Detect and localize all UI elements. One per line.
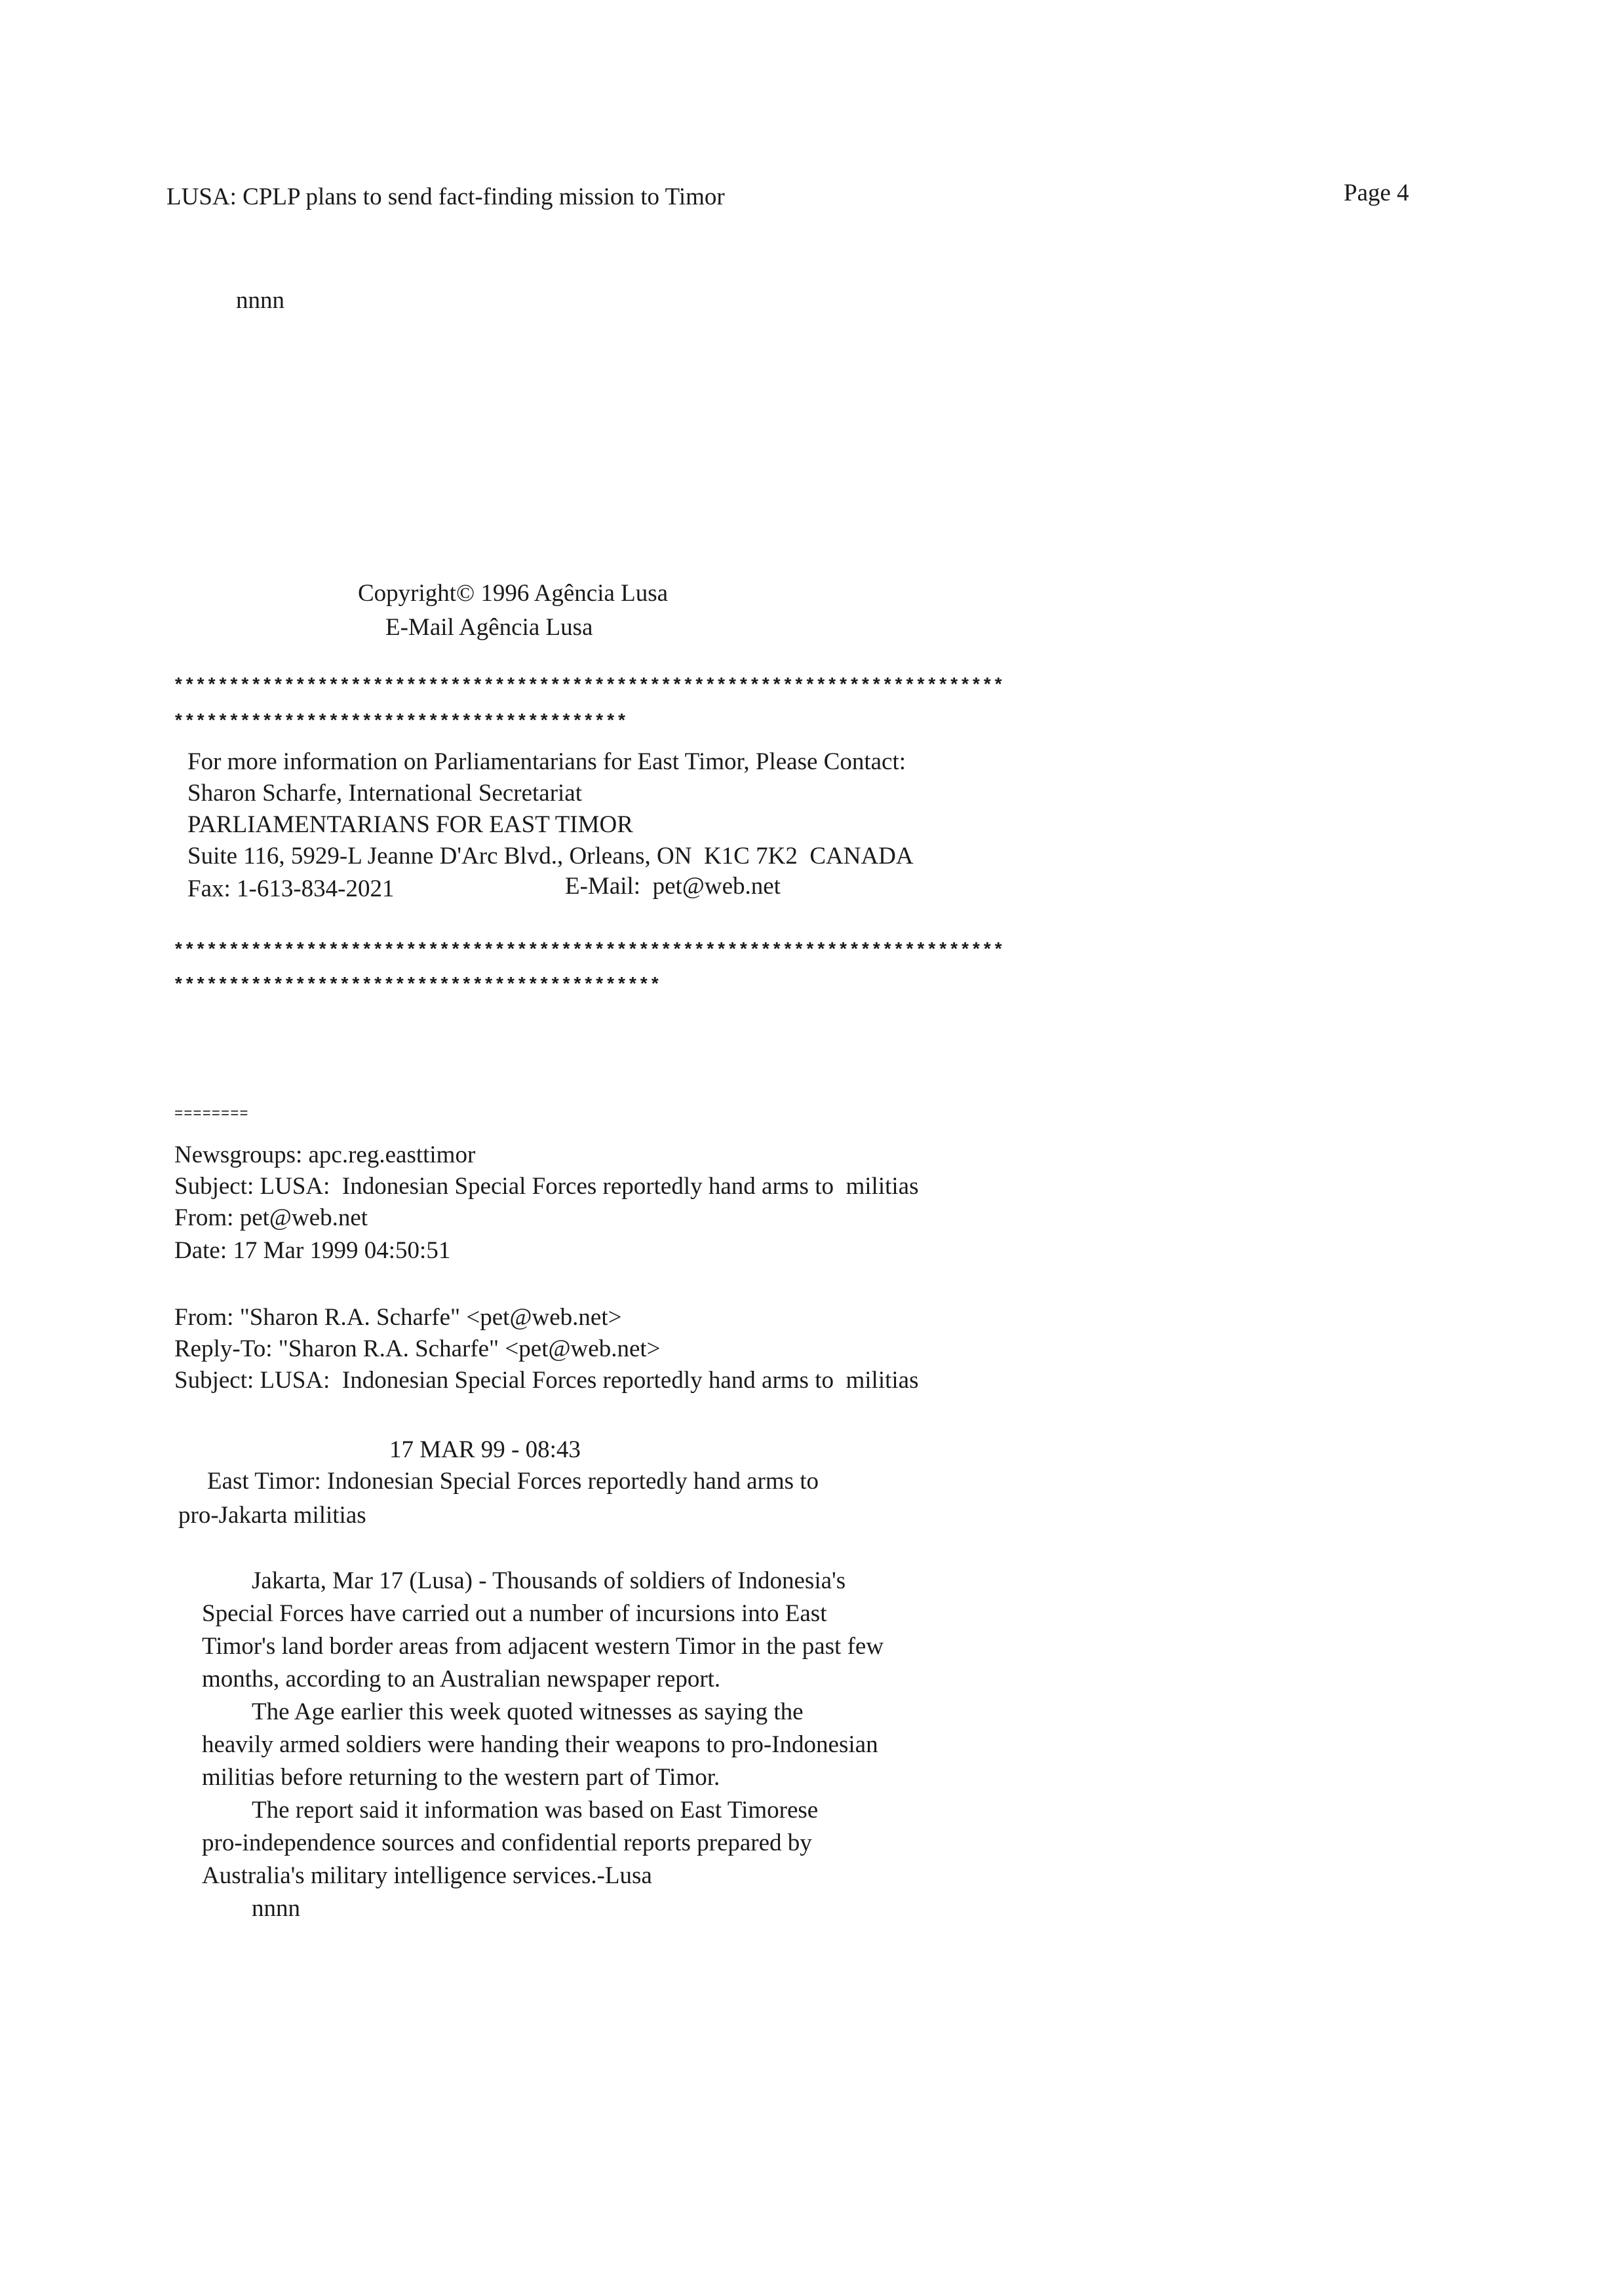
header-date: Date: 17 Mar 1999 04:50:51 [174, 1237, 451, 1264]
contact-email: E-Mail: pet@web.net [565, 873, 781, 900]
article-paragraph-line: militias before returning to the western part of Timor. [202, 1764, 720, 1791]
header-newsgroups: Newsgroups: apc.reg.easttimor [174, 1141, 476, 1168]
message-subject: Subject: LUSA: Indonesian Special Forces reportedly hand arms to militias [174, 1367, 919, 1394]
article-paragraph-line: Special Forces have carried out a number of incursions into East [202, 1600, 827, 1627]
separator-stars: ******************************************** [173, 976, 661, 996]
separator-stars: ***************************************** [173, 712, 628, 733]
article-paragraph-line: pro-independence sources and confidential reports prepared by [202, 1829, 812, 1856]
end-marker-bottom: nnnn [252, 1895, 300, 1922]
article-dateline: 17 MAR 99 - 08:43 [389, 1436, 581, 1463]
message-separator: ======== [174, 1106, 249, 1122]
article-paragraph-line: The report said it information was based on East Timorese [252, 1797, 819, 1824]
contact-fax: Fax: 1-613-834-2021 [187, 875, 395, 902]
separator-stars: *************************************************************************** [173, 676, 1004, 697]
message-from: From: "Sharon R.A. Scharfe" <pet@web.net> [174, 1304, 622, 1331]
contact-intro: For more information on Parliamentarians for East Timor, Please Contact: [187, 748, 906, 775]
article-paragraph-line: The Age earlier this week quoted witnesses as saying the [252, 1698, 804, 1725]
document-title: LUSA: CPLP plans to send fact-finding mission to Timor [166, 183, 725, 210]
contact-address: Suite 116, 5929-L Jeanne D'Arc Blvd., Orleans, ON K1C 7K2 CANADA [187, 843, 914, 870]
contact-organization: PARLIAMENTARIANS FOR EAST TIMOR [187, 811, 633, 838]
end-marker-top: nnnn [236, 287, 284, 314]
article-headline: East Timor: Indonesian Special Forces reportedly hand arms to [207, 1468, 819, 1495]
header-from: From: pet@web.net [174, 1204, 368, 1231]
page-number: Page 4 [1344, 180, 1409, 206]
article-headline: pro-Jakarta militias [178, 1502, 366, 1529]
header-subject: Subject: LUSA: Indonesian Special Forces reportedly hand arms to militias [174, 1173, 919, 1200]
article-paragraph-line: Timor's land border areas from adjacent western Timor in the past few [202, 1633, 884, 1660]
contact-name: Sharon Scharfe, International Secretariat [187, 780, 583, 807]
article-paragraph-line: Australia's military intelligence services.-Lusa [202, 1862, 652, 1889]
message-reply-to: Reply-To: "Sharon R.A. Scharfe" <pet@web.net> [174, 1335, 661, 1362]
article-paragraph-line: months, according to an Australian newspaper report. [202, 1666, 721, 1693]
copyright-line: Copyright© 1996 Agência Lusa [358, 580, 669, 607]
article-paragraph-line: Jakarta, Mar 17 (Lusa) - Thousands of soldiers of Indonesia's [252, 1567, 846, 1594]
copyright-email-line: E-Mail Agência Lusa [385, 614, 593, 641]
separator-stars: *************************************************************************** [173, 941, 1004, 961]
article-paragraph-line: heavily armed soldiers were handing their weapons to pro-Indonesian [202, 1731, 878, 1758]
